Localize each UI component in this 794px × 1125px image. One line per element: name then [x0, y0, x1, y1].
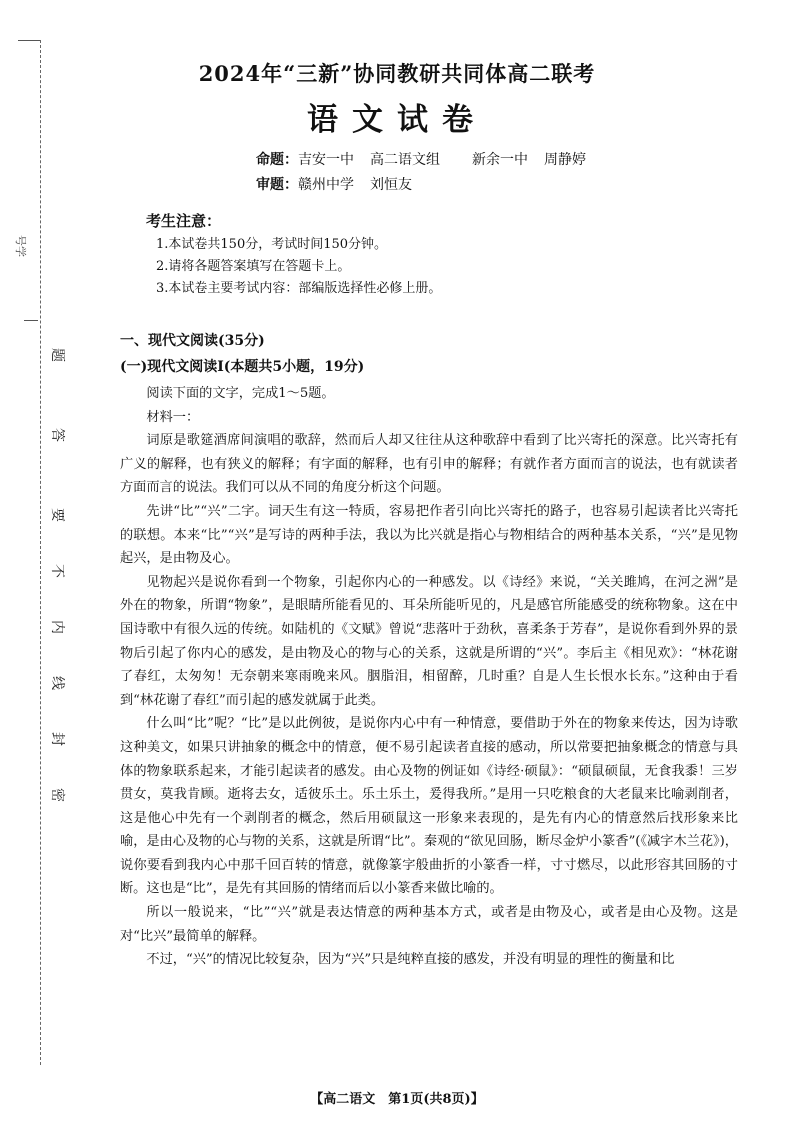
material-label: 材料一：: [146, 409, 200, 425]
passage-paragraph: 不过，“兴”的情况比较复杂，因为“兴”只是纯粹直接的感发，并没有明显的理性的衡量和比: [146, 952, 675, 968]
binding-char: 封: [49, 732, 65, 746]
reading-passage: [120, 382, 738, 972]
binding-char: 要: [49, 508, 65, 522]
binding-char: 不: [49, 564, 65, 578]
exam-title: 2024年“三新”协同教研共同体高二联考: [198, 61, 596, 86]
setter-school-1: 吉安一中: [298, 152, 354, 168]
binding-char: 线: [49, 676, 65, 690]
student-number-label: 号学: [14, 235, 27, 257]
passage-paragraph: 先讲“比”“兴”二字。词天生有这一特质，容易把作者引向比兴寄托的路子，也容易引起读者比兴寄托的联想。本来“比”“兴”是写诗的两种手法，我以为比兴就是指心与物相结合的两种基本关系，“兴”是见物起兴，是由物及心。: [120, 503, 738, 567]
binding-char: 密: [49, 788, 65, 802]
subsection-heading: (一)现代文阅读Ⅰ(本题共5小题，19分): [120, 359, 365, 375]
binding-margin-tick: [18, 40, 40, 41]
passage-paragraph: 词原是歌筵酒席间演唱的歌辞，然而后人却又往往从这种歌辞中看到了比兴寄托的深意。比兴寄托有广义的解释，也有狭义的解释；有字面的解释，也有引申的解释；有就作者方面而言的说法，也有就读者方面而言的说法。我们可以从不同的角度分析这个问题。: [120, 433, 738, 496]
reviewer-label: 审题：: [256, 177, 298, 193]
passage-paragraph: 什么叫“比”呢？“比”是以此例彼，是说你内心中有一种情意，要借助于外在的物象来传达，因为诗歌这种美文，如果只讲抽象的概念中的情意，便不易引起读者直接的感动，所以常要把抽象概念的情意与具体的物象联系起来，才能引起读者的感发。由心及物的例证如《诗经·硕鼠》：“硕鼠硕鼠，无食我黍！三岁贯女，莫我肯顾。逝将去女，适彼乐土。乐土乐土，爰得我所。”是用一只吃粮食的大老鼠来比喻剥削者，这是他心中先有一个剥削者的概念，然后用硕鼠这一形象来表现的，是先有内心的情意然后找形象来比喻，是由心及物的心与物的关系，这就是所谓“比”。秦观的“欲见回肠，断尽金炉小篆香”(《减字木兰花》)，说你要看到我内心中那千回百转的情意，就像篆字般曲折的小篆香一样，寸寸燃尽，以此形容其回肠的寸断。这也是“比”，是先有其回肠的情绪而后以小篆香来做比喻的。: [120, 716, 738, 897]
page-footer: 【高二语文 第1页(共8页)】: [310, 1092, 484, 1107]
credits: [256, 148, 586, 198]
binding-char: 题: [49, 348, 65, 362]
binding-margin-tick: [24, 320, 38, 321]
notice-list: [156, 234, 441, 300]
notice-item: 3.本试卷主要考试内容：部编版选择性必修上册。: [156, 281, 442, 296]
setter-school-2: 新余一中: [472, 152, 528, 168]
section-heading: 一、现代文阅读(35分): [120, 333, 265, 349]
notice-title: 考生注意：: [146, 212, 222, 230]
notice-item: 2.请将各题答案填写在答题卡上。: [156, 259, 351, 274]
passage-intro: 阅读下面的文字，完成1～5题。: [146, 386, 335, 401]
binding-char: 内: [49, 620, 65, 634]
reviewer-school: 赣州中学: [298, 177, 354, 193]
setter-person-2: 周静婷: [544, 152, 586, 168]
setter-group-1: 高二语文组: [370, 152, 440, 168]
passage-paragraph: 所以一般说来，“比”“兴”就是表达情意的两种基本方式，或者是由物及心，或者是由心及物。这是对“比兴”最简单的解释。: [120, 905, 738, 944]
binding-line: [40, 40, 41, 1065]
setter-line: [256, 148, 586, 173]
reviewer-line: [256, 173, 586, 198]
exam-subject: 语文试卷: [307, 102, 487, 138]
setter-label: 命题：: [256, 152, 298, 168]
passage-paragraph: 见物起兴是说你看到一个物象，引起你内心的一种感发。以《诗经》来说，“关关雎鸠，在河之洲”是外在的物象，所谓“物象”，是眼睛所能看见的、耳朵所能听见的，凡是感官所能感受的统称物象。这在中国诗歌中有很久远的传统。如陆机的《文赋》曾说“悲落叶于劲秋，喜柔条于芳春”，是说你看到外界的景物后引起了你内心的感发，是由物及心的物与心的关系，这就是所谓的“兴”。李后主《相见欢》：“林花谢了春红，太匆匆！无奈朝来寒雨晚来风。胭脂泪，相留醉，几时重？自是人生长恨水长东。”这种由于看到“林花谢了春红”而引起的感发就属于此类。: [120, 574, 738, 708]
notice-item: 1.本试卷共150分，考试时间150分钟。: [156, 237, 388, 252]
binding-char: 答: [49, 428, 65, 442]
reviewer-person: 刘恒友: [370, 177, 412, 193]
